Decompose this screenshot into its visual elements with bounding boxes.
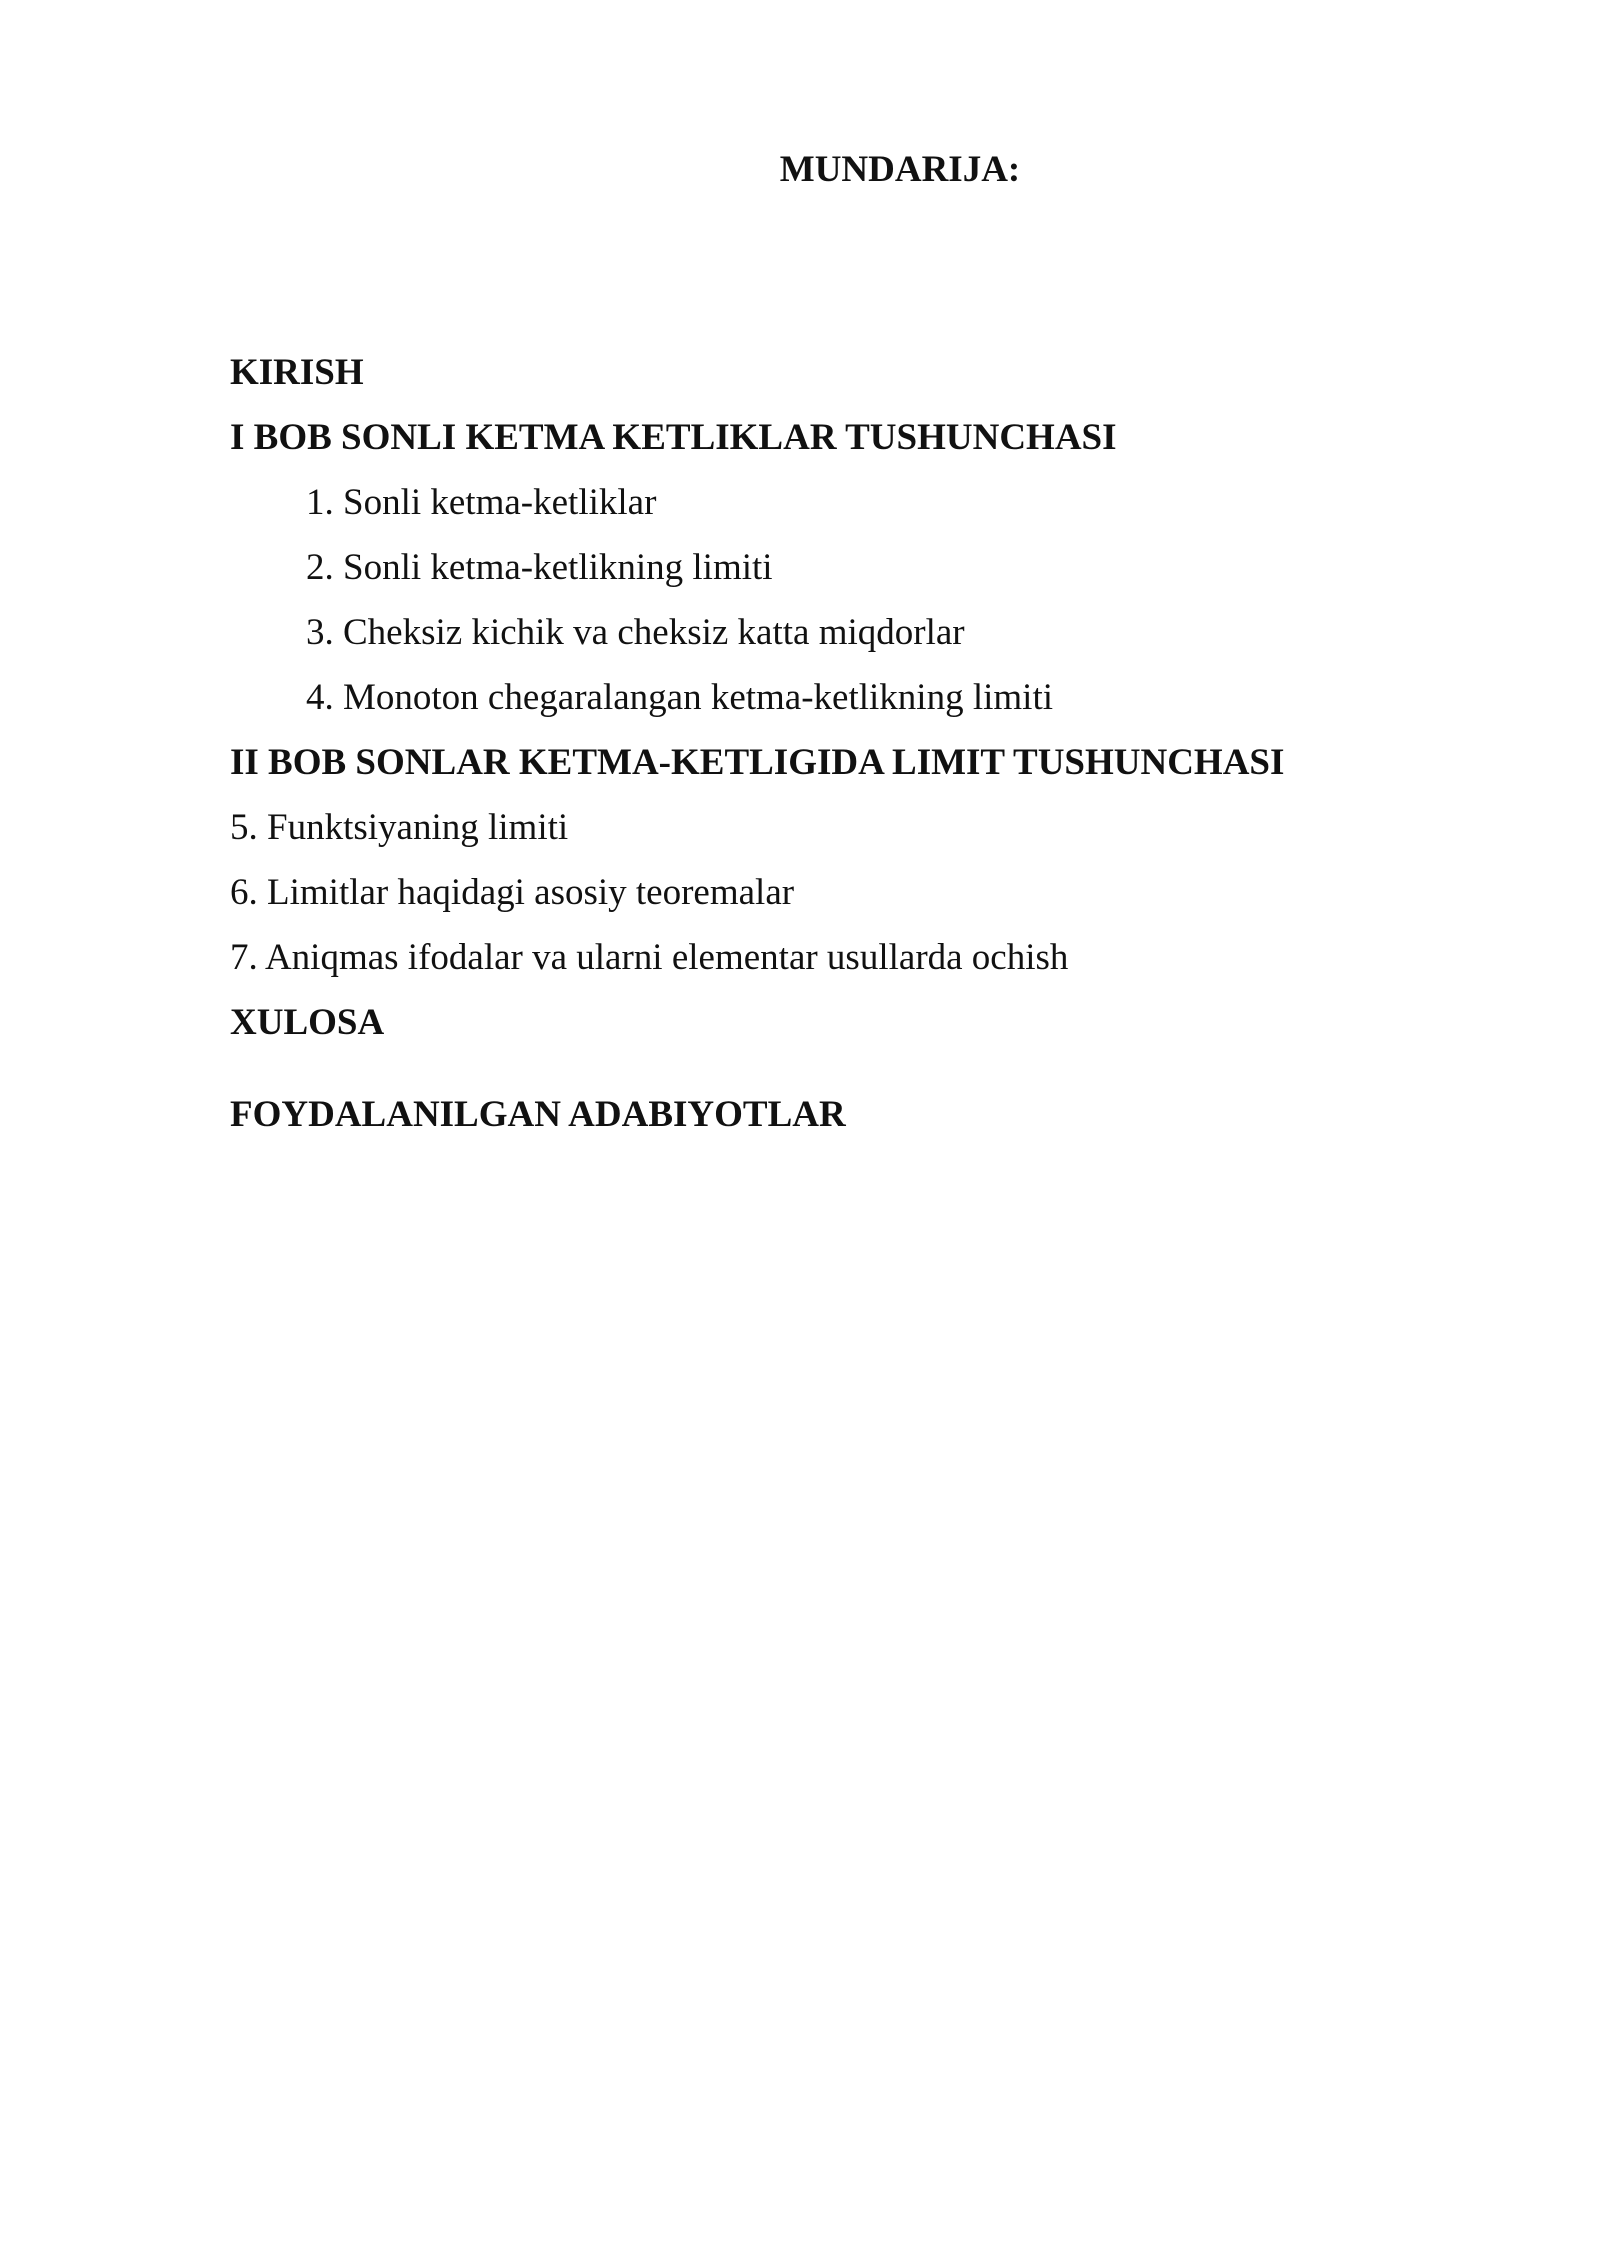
toc-entry-section-4: 4. Monoton chegaralangan ketma-ketlikning limiti (306, 677, 1054, 718)
toc-entry-introduction: KIRISH (230, 352, 364, 393)
toc-entry-section-7: 7. Aniqmas ifodalar va ularni elementar usullarda ochish (230, 937, 1069, 978)
toc-entry-section-6: 6. Limitlar haqidagi asosiy teoremalar (230, 872, 795, 913)
toc-entry-conclusion: XULOSA (230, 1002, 385, 1043)
page-title: MUNDARIJA: (779, 149, 1021, 190)
toc-entry-section-5: 5. Funktsiyaning limiti (230, 807, 569, 848)
toc-entry-chapter-2: II BOB SONLAR KETMA-KETLIGIDA LIMIT TUSHUNCHASI (230, 742, 1285, 783)
toc-entry-section-3: 3. Cheksiz kichik va cheksiz katta miqdorlar (306, 612, 965, 653)
toc-entry-chapter-1: I BOB SONLI KETMA KETLIKLAR TUSHUNCHASI (230, 417, 1117, 458)
toc-entry-section-1: 1. Sonli ketma-ketliklar (306, 482, 657, 523)
toc-entry-section-2: 2. Sonli ketma-ketlikning limiti (306, 547, 773, 588)
toc-entry-references: FOYDALANILGAN ADABIYOTLAR (230, 1094, 846, 1135)
table-of-contents (230, 340, 1530, 1147)
